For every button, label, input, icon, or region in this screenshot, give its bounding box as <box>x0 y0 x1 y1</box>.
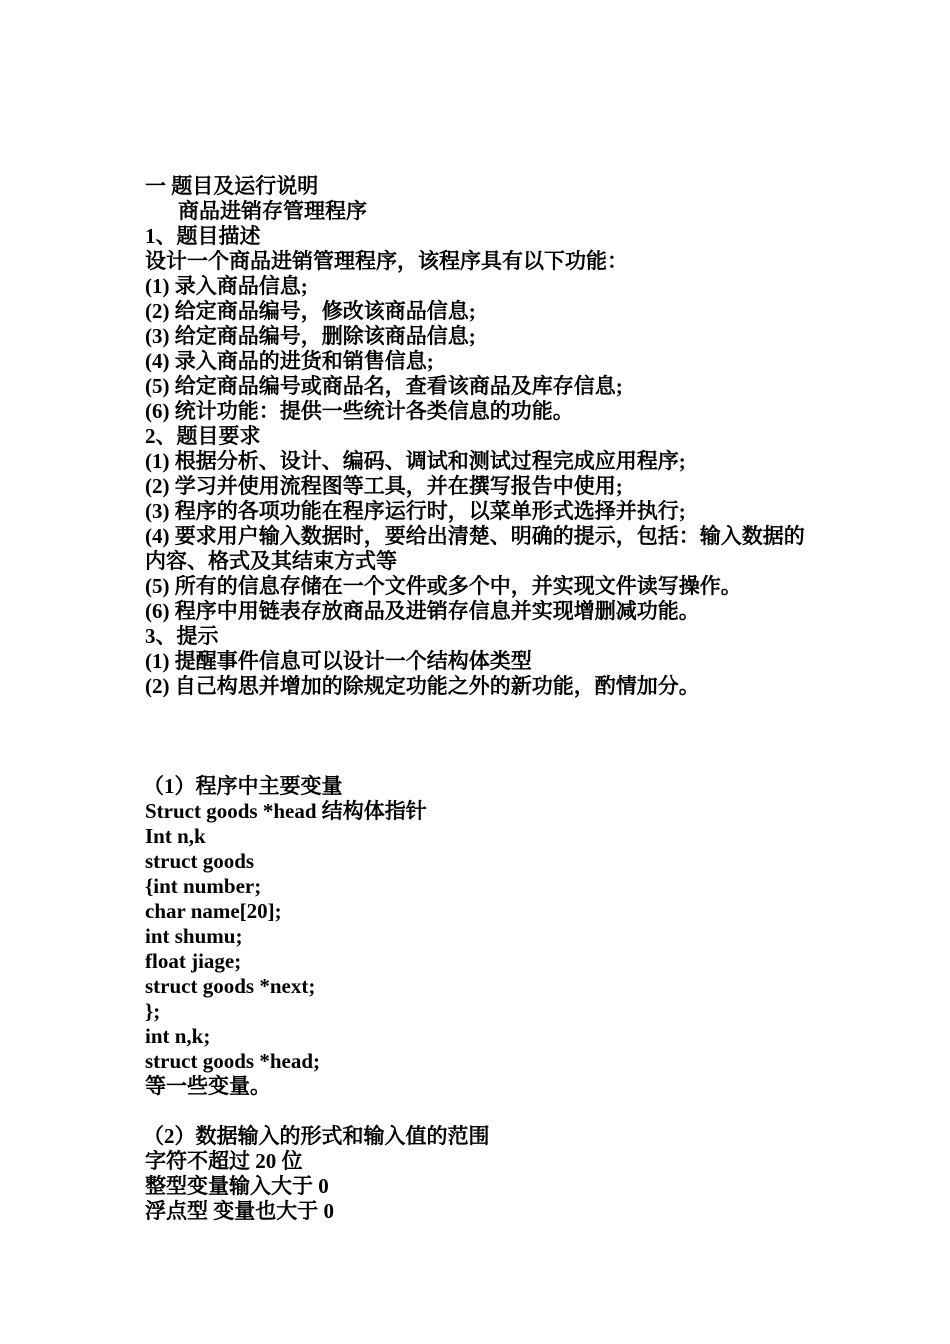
description-intro: 设计一个商品进销管理程序，该程序具有以下功能： <box>145 249 628 273</box>
hints-title: 3、提示 <box>145 624 219 648</box>
list-item: (2) 给定商品编号，修改该商品信息; <box>145 299 476 323</box>
requirement-list <box>145 449 825 624</box>
spacer <box>145 699 825 774</box>
list-item: 浮点型 变量也大于 0 <box>145 1199 334 1223</box>
variables-title: （1）程序中主要变量 <box>143 774 343 798</box>
list-item: (2) 自己构思并增加的除规定功能之外的新功能，酌情加分。 <box>145 674 700 698</box>
code-line: Int n,k <box>145 824 206 848</box>
list-item: 整型变量输入大于 0 <box>145 1174 329 1198</box>
list-item: (6) 统计功能：提供一些统计各类信息的功能。 <box>145 399 574 423</box>
code-line: float jiage; <box>145 949 242 973</box>
input-range-title: （2）数据输入的形式和输入值的范围 <box>143 1124 490 1148</box>
list-item: (5) 所有的信息存储在一个文件或多个中，并实现文件读写操作。 <box>145 574 742 598</box>
code-block <box>145 799 825 1099</box>
program-title: 商品进销存管理程序 <box>178 199 367 223</box>
code-line: 等一些变量。 <box>145 1074 271 1098</box>
list-item: (1) 录入商品信息; <box>145 274 308 298</box>
code-line: struct goods *head; <box>145 1049 321 1073</box>
function-list <box>145 274 825 424</box>
list-item: (1) 提醒事件信息可以设计一个结构体类型 <box>145 649 532 673</box>
code-line: int shumu; <box>145 924 243 948</box>
list-item: (4) 录入商品的进货和销售信息; <box>145 349 434 373</box>
code-line: Struct goods *head 结构体指针 <box>145 799 427 823</box>
code-line: char name[20]; <box>145 899 282 923</box>
list-item: (3) 程序的各项功能在程序运行时，以菜单形式选择并执行; <box>145 499 686 523</box>
code-line: int n,k; <box>145 1024 211 1048</box>
list-item: (6) 程序中用链表存放商品及进销存信息并实现增删减功能。 <box>145 599 700 623</box>
list-item: (3) 给定商品编号，删除该商品信息; <box>145 324 476 348</box>
document-body <box>145 174 825 1224</box>
list-item: (4) 要求用户输入数据时，要给出清楚、明确的提示，包括：输入数据的内容、格式及其结束方式等 <box>145 524 805 573</box>
requirements-title: 2、题目要求 <box>145 424 261 448</box>
hint-list <box>145 649 825 699</box>
list-item: (5) 给定商品编号或商品名，查看该商品及库存信息; <box>145 374 623 398</box>
code-line: {int number; <box>145 874 262 898</box>
list-item: 字符不超过 20 位 <box>145 1149 303 1173</box>
code-line: struct goods *next; <box>145 974 316 998</box>
input-range-list <box>145 1149 825 1224</box>
list-item: (2) 学习并使用流程图等工具，并在撰写报告中使用; <box>145 474 623 498</box>
section-heading: 一 题目及运行说明 <box>145 174 319 198</box>
description-title: 1、题目描述 <box>145 224 261 248</box>
spacer <box>145 1099 825 1124</box>
code-line: }; <box>145 999 161 1023</box>
list-item: (1) 根据分析、设计、编码、调试和测试过程完成应用程序; <box>145 449 686 473</box>
code-line: struct goods <box>145 849 255 873</box>
